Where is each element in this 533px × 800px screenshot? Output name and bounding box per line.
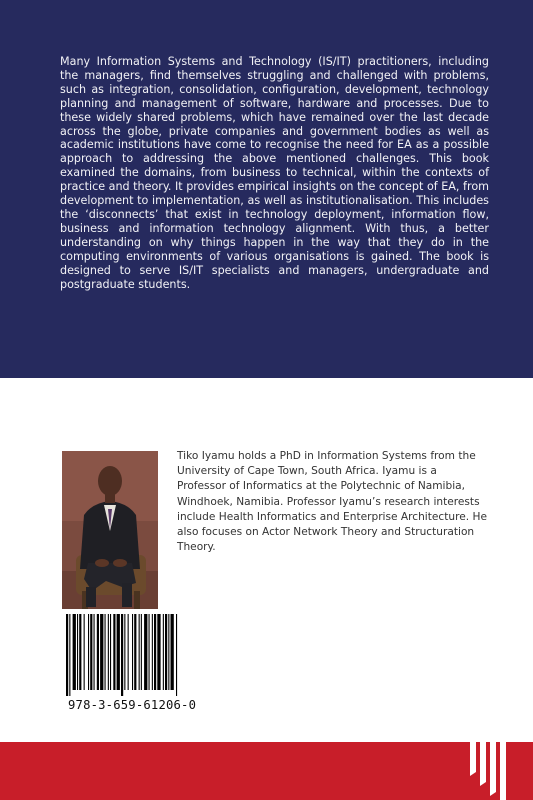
barcode-bar (113, 614, 115, 690)
author-bio: Tiko Iyamu holds a PhD in Information Systems from the University of Cape Town, South Africa. Iyamu is a Professor of Informatics at the Polytechnic of Namibia, Windhoek, Namibia. Professor Iyamu’s research interests include Health Informatics and Enterprise Architecture. He also focuses on Actor Network Theory and Structuration Theory. (177, 450, 487, 554)
barcode-bar (97, 614, 99, 690)
barcode-bar (141, 614, 142, 690)
barcode-icon (62, 612, 222, 696)
bottom-color-band (0, 742, 533, 800)
barcode (62, 612, 222, 696)
publisher-logo-icon (462, 712, 512, 800)
barcode-bar (149, 614, 150, 690)
barcode-bar (90, 614, 92, 690)
book-blurb: Many Information Systems and Technology (IS/IT) practitioners, including the managers, find themselves struggling and challenged with problems, such as integration, consolidation, configuration, development, technology planning and management of software, hardware and processes. Due to these widely shared problems, which have remained over the last decade across the globe, private companies and government bodies as well as academic institutions have come to recognise the need for EA as a possible approach to addressing the above mentioned challenges. This book examined the domains, from business to technical, within the contexts of practice and theory. It provides empirical insights on the concept of EA, from development to implementation, as well as institutionalisation. This includes the ‘disconnects’ that exist in technology deployment, information flow, business and information technology alignment. With thus, a better understanding on why things happen in the way that they do in the computing environments of various organisations is gained. The book is designed to serve IS/IT specialists and managers, undergraduate and postgraduate students. (60, 55, 489, 291)
barcode-bar (77, 614, 78, 690)
barcode-bar (105, 614, 106, 690)
barcode-bar (134, 614, 136, 690)
barcode-bar (84, 614, 85, 690)
author-portrait-icon (62, 451, 158, 609)
barcode-bar (79, 614, 81, 690)
barcode-bar (66, 614, 68, 696)
back-cover-top-panel (0, 0, 533, 378)
barcode-bar (154, 614, 156, 690)
barcode-bar (132, 614, 133, 690)
barcode-bar (73, 614, 76, 690)
barcode-bar (88, 614, 89, 690)
barcode-bar (108, 614, 109, 690)
barcode-bar (157, 614, 160, 690)
barcode-bar (165, 614, 167, 690)
barcode-bar (171, 614, 174, 690)
barcode-bar (100, 614, 103, 690)
barcode-bar (69, 614, 70, 696)
barcode-bar (121, 614, 123, 696)
barcode-bar (144, 614, 147, 690)
barcode-bar (168, 614, 169, 690)
barcode-bar (110, 614, 111, 690)
barcode-bar (152, 614, 153, 690)
author-photo (62, 451, 158, 609)
barcode-bar (117, 614, 120, 690)
barcode-bar (124, 614, 125, 690)
barcode-bar (139, 614, 140, 690)
barcode-bar (163, 614, 164, 690)
isbn-number: 978-3-659-61206-0 (68, 698, 197, 712)
barcode-bar (176, 614, 177, 696)
barcode-bar (94, 614, 95, 690)
barcode-bar (128, 614, 129, 690)
